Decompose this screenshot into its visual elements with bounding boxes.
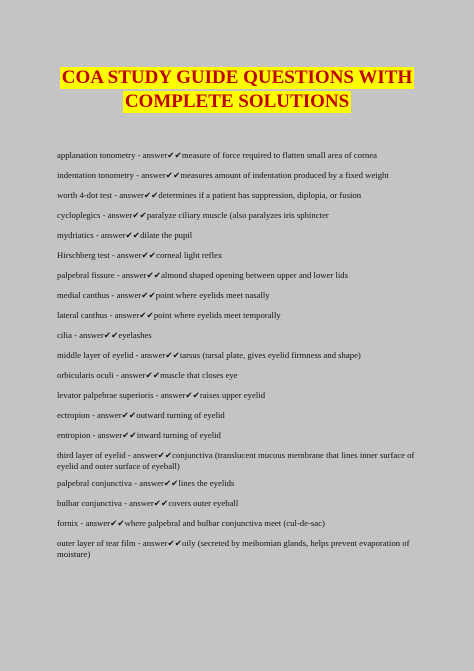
qa-item [57, 498, 429, 509]
answer-separator: - answer✔✔ [135, 150, 182, 160]
question-text: ectropion [57, 410, 90, 420]
question-text: Hirschberg test [57, 250, 110, 260]
qa-item [57, 390, 429, 401]
answer-separator: - answer✔✔ [89, 410, 137, 420]
answer-text: determines if a patient has suppression, diplopia, or fusion [158, 190, 362, 200]
question-text: worth 4-dot test [57, 190, 113, 200]
answer-separator: - answer✔✔ [135, 538, 183, 548]
question-text: applanation tonometry [57, 150, 136, 160]
question-text: medial canthus [57, 290, 110, 300]
qa-item [57, 230, 429, 241]
answer-text: paralyze ciliary muscle (also paralyzes iris sphincter [146, 210, 329, 220]
answer-separator: - answer✔✔ [133, 170, 181, 180]
question-text: indentation tonometry [57, 170, 134, 180]
answer-text: measure of force required to flatten small area of cornea [181, 150, 377, 160]
qa-item [57, 270, 429, 281]
answer-text: outward turning of eyelid [136, 410, 225, 420]
question-text: levator palpebrae superioris [57, 390, 154, 400]
answer-text: conjunctiva (translucent mucous membrane that lines inner surface of eyelid and outer surface of eyeball) [57, 450, 415, 471]
answer-text: eyelashes [118, 330, 152, 340]
question-text: palpebral conjunctiva [57, 478, 133, 488]
answer-separator: - answer✔✔ [132, 478, 179, 488]
page-title [0, 66, 474, 114]
answer-text: covers outer eyeball [168, 498, 239, 508]
answer-separator: - answer✔✔ [121, 498, 169, 508]
qa-item [57, 350, 429, 361]
qa-item [57, 210, 429, 221]
question-text: cilia [57, 330, 72, 340]
answer-text: where palpebral and bulbar conjunctiva meet (cul-de-sac) [124, 518, 325, 528]
question-text: middle layer of eyelid [57, 350, 134, 360]
answer-text: almond shaped opening between upper and lower lids [161, 270, 349, 280]
qa-item [57, 310, 429, 321]
answer-separator: - answer✔✔ [109, 250, 157, 260]
qa-item [57, 370, 429, 381]
qa-item [57, 430, 429, 441]
qa-item [57, 190, 429, 201]
answer-text: point where eyelids meet nasally [155, 290, 270, 300]
answer-separator: - answer✔✔ [109, 290, 156, 300]
answer-separator: - answer✔✔ [113, 370, 161, 380]
qa-item [57, 518, 429, 529]
answer-separator: - answer✔✔ [71, 330, 119, 340]
answer-separator: - answer✔✔ [114, 270, 162, 280]
question-text: third layer of eyelid [57, 450, 126, 460]
qa-item [57, 538, 429, 560]
question-text: outer layer of tear film [57, 538, 136, 548]
question-text: palpebral fissure [57, 270, 115, 280]
answer-separator: - answer✔✔ [125, 450, 173, 460]
qa-item [57, 150, 429, 161]
answer-text: muscle that closes eye [160, 370, 238, 380]
question-text: orbicularis oculi [57, 370, 114, 380]
answer-text: tarsus (tarsal plate, gives eyelid firmness and shape) [179, 350, 361, 360]
answer-text: corneal light reflex [156, 250, 223, 260]
answer-separator: - answer✔✔ [153, 390, 200, 400]
qa-list [57, 150, 429, 566]
qa-item [57, 170, 429, 181]
qa-item [57, 330, 429, 341]
answer-separator: - answer✔✔ [93, 230, 141, 240]
answer-text: raises upper eyelid [199, 390, 266, 400]
answer-text: dilate the pupil [140, 230, 193, 240]
title-line-1: COA STUDY GUIDE QUESTIONS WITH [61, 67, 413, 88]
answer-text: oily (secreted by meibomian glands, helps prevent evaporation of moisture) [57, 538, 410, 559]
qa-item [57, 250, 429, 261]
qa-item [57, 450, 429, 472]
question-text: mydriatics [57, 230, 94, 240]
answer-text: measures amount of indentation produced by a fixed weight [180, 170, 389, 180]
answer-text: inward turning of eyelid [136, 430, 221, 440]
question-text: lateral canthus [57, 310, 108, 320]
title-line-2: COMPLETE SOLUTIONS [124, 91, 350, 112]
answer-text: lines the eyelids [178, 478, 235, 488]
answer-separator: - answer✔✔ [90, 430, 137, 440]
qa-item [57, 290, 429, 301]
answer-separator: - answer✔✔ [112, 190, 159, 200]
answer-separator: - answer✔✔ [133, 350, 180, 360]
qa-item [57, 410, 429, 421]
answer-separator: - answer✔✔ [107, 310, 154, 320]
question-text: fornix [57, 518, 79, 528]
question-text: bulbar conjunctiva [57, 498, 122, 508]
answer-text: point where eyelids meet temporally [153, 310, 281, 320]
question-text: entropion [57, 430, 91, 440]
answer-separator: - answer✔✔ [100, 210, 147, 220]
qa-item [57, 478, 429, 489]
question-text: cycloplegics [57, 210, 101, 220]
answer-separator: - answer✔✔ [78, 518, 125, 528]
